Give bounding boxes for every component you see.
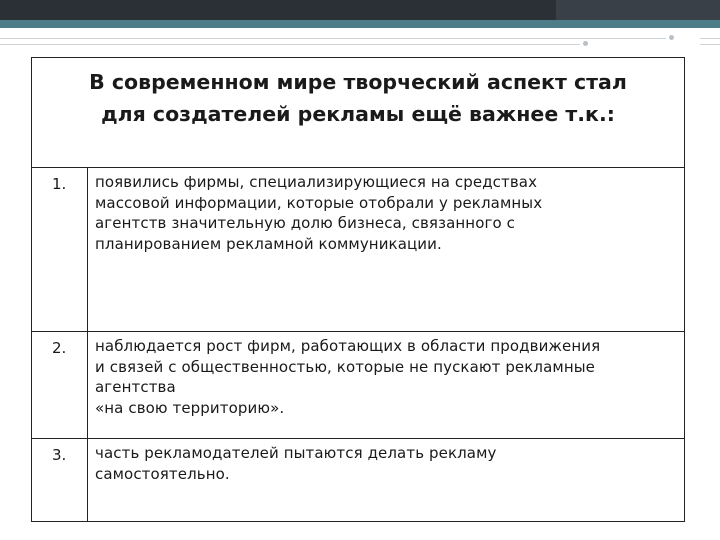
- table-row: [32, 332, 684, 439]
- row-text: часть рекламодателей пытаются делать рекламу самостоятельно.: [95, 444, 497, 483]
- row-number: 2.: [32, 332, 88, 438]
- table-row: [32, 168, 684, 332]
- decor-dot: [583, 41, 588, 46]
- decor-line: [0, 38, 666, 39]
- row-text: наблюдается рост фирм, работающих в области продвижения и связей с общественностью, которые не пускают рекламные агентства «на свою территорию».: [95, 337, 601, 417]
- row-number: 1.: [32, 168, 88, 331]
- decor-dot: [669, 35, 674, 40]
- row-number: 3.: [32, 439, 88, 521]
- top-accent-stripe: [0, 20, 720, 28]
- content-table: [31, 57, 685, 522]
- slide-title: В современном мире творческий аспект стал для создателей рекламы ещё важнее т.к.:: [32, 58, 684, 168]
- decor-line: [0, 44, 580, 45]
- decor-line: [700, 44, 720, 45]
- table-row: [32, 439, 684, 521]
- decor-line: [700, 38, 720, 39]
- row-text: появились фирмы, специализирующиеся на средствах массовой информации, которые отобрали у рекламных агентств значительную долю бизнеса, связанного с планированием рекламной коммуникации.: [95, 173, 543, 253]
- top-decor-block: [556, 0, 720, 20]
